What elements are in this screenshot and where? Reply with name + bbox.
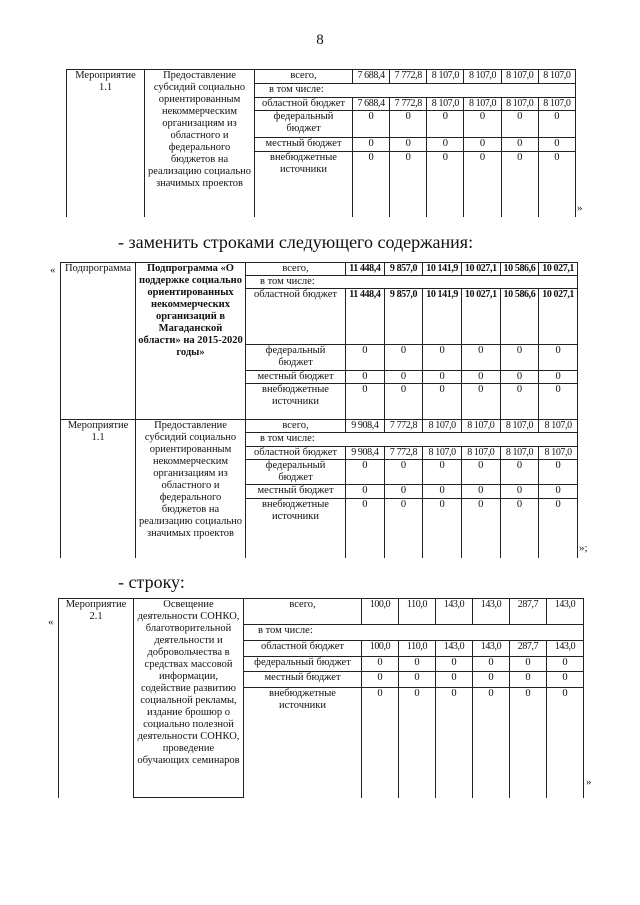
- value-cell: 0: [384, 485, 423, 498]
- value-cell: 0: [399, 672, 436, 688]
- measure-label: Мероприятие 2.1: [59, 599, 134, 798]
- measure-description: Предоставление субсидий социально ориентированным некоммерческим организациям из областного и федерального бюджетов на реализацию социально значимых проектов: [145, 70, 255, 218]
- value-cell: 7 772,8: [384, 446, 423, 459]
- value-cell: 0: [461, 345, 500, 370]
- value-cell: 0: [510, 656, 547, 672]
- value-cell: 8 107,0: [501, 97, 538, 111]
- opening-quote: «: [48, 616, 54, 628]
- value-cell: 10 141,9: [423, 289, 462, 345]
- value-cell: 0: [423, 485, 462, 498]
- value-cell: 8 107,0: [461, 446, 500, 459]
- value-cell: 0: [501, 137, 538, 151]
- value-cell: 0: [510, 688, 547, 798]
- value-cell: 0: [538, 151, 575, 217]
- value-cell: 0: [353, 137, 390, 151]
- table-measure-1-1-old: [66, 69, 576, 217]
- value-cell: 9 908,4: [346, 446, 385, 459]
- value-cell: 0: [353, 151, 390, 217]
- value-cell: 7 688,4: [353, 70, 390, 84]
- value-cell: 0: [539, 459, 578, 484]
- value-cell: 0: [423, 345, 462, 370]
- value-cell: 143,0: [436, 640, 473, 656]
- instruction-replace: - заменить строками следующего содержания:: [118, 232, 474, 252]
- value-cell: 8 107,0: [464, 70, 501, 84]
- value-cell: 110,0: [399, 599, 436, 625]
- funding-source: областной бюджет: [244, 640, 362, 656]
- funding-source: местный бюджет: [246, 485, 346, 498]
- value-cell: 143,0: [547, 640, 584, 656]
- value-cell: 143,0: [473, 599, 510, 625]
- value-cell: 0: [423, 384, 462, 420]
- value-cell: 10 027,1: [461, 263, 500, 276]
- value-cell: 0: [353, 111, 390, 137]
- measure-description: Освещение деятельности СОНКО, благотворительной деятельности и добровольчества в средствах массовой информации, содействие развитию социальной рекламы, издание брошюр о социально полезной деятельности СОНКО, проведение обучающих семинаров: [134, 599, 244, 798]
- value-cell: 0: [547, 688, 584, 798]
- value-cell: 11 448,4: [346, 289, 385, 345]
- funding-source: внебюджетные источники: [255, 151, 353, 217]
- funding-source: всего,: [255, 70, 353, 84]
- value-cell: 9 857,0: [384, 263, 423, 276]
- value-cell: 100,0: [362, 599, 399, 625]
- value-cell: 287,7: [510, 640, 547, 656]
- value-cell: 110,0: [399, 640, 436, 656]
- value-cell: 0: [538, 137, 575, 151]
- value-cell: 0: [436, 672, 473, 688]
- value-cell: 8 107,0: [538, 70, 575, 84]
- value-cell: 0: [427, 151, 464, 217]
- value-cell: 0: [473, 656, 510, 672]
- value-cell: 143,0: [436, 599, 473, 625]
- value-cell: 0: [390, 151, 427, 217]
- page-number: 8: [316, 32, 324, 48]
- value-cell: 0: [538, 111, 575, 137]
- value-cell: 10 141,9: [423, 263, 462, 276]
- value-cell: 8 107,0: [501, 70, 538, 84]
- subprogram-label: Подпрограмма: [61, 263, 136, 420]
- value-cell: 0: [461, 370, 500, 383]
- table-row: [59, 599, 584, 625]
- value-cell: 0: [500, 345, 539, 370]
- value-cell: 0: [399, 656, 436, 672]
- instruction-line: - строку:: [118, 572, 185, 592]
- funding-source: в том числе:: [255, 83, 576, 97]
- value-cell: 8 107,0: [539, 446, 578, 459]
- measure-description: Предоставление субсидий социально ориентированным некоммерческим организациям из областного и федерального бюджетов на реализацию социально значимых проектов: [136, 420, 246, 558]
- funding-source: федеральный бюджет: [246, 345, 346, 370]
- value-cell: 11 448,4: [346, 263, 385, 276]
- value-cell: 0: [464, 111, 501, 137]
- value-cell: 8 107,0: [538, 97, 575, 111]
- value-cell: 0: [390, 137, 427, 151]
- value-cell: 0: [500, 459, 539, 484]
- value-cell: 0: [473, 672, 510, 688]
- value-cell: 0: [500, 485, 539, 498]
- value-cell: 8 107,0: [500, 446, 539, 459]
- value-cell: 0: [390, 111, 427, 137]
- value-cell: 0: [464, 137, 501, 151]
- funding-source: федеральный бюджет: [246, 459, 346, 484]
- table-subprogram: [60, 262, 578, 558]
- funding-source: федеральный бюджет: [255, 111, 353, 137]
- value-cell: 7 772,8: [384, 420, 423, 433]
- value-cell: 0: [384, 498, 423, 558]
- value-cell: 8 107,0: [539, 420, 578, 433]
- funding-source: местный бюджет: [246, 370, 346, 383]
- value-cell: 0: [500, 498, 539, 558]
- value-cell: 8 107,0: [427, 97, 464, 111]
- value-cell: 7 772,8: [390, 97, 427, 111]
- table-row: [61, 263, 578, 276]
- value-cell: 8 107,0: [500, 420, 539, 433]
- funding-source: внебюджетные источники: [246, 384, 346, 420]
- value-cell: 0: [427, 111, 464, 137]
- value-cell: 0: [501, 111, 538, 137]
- funding-source: внебюджетные источники: [246, 498, 346, 558]
- value-cell: 143,0: [473, 640, 510, 656]
- closing-quote: »;: [579, 542, 588, 554]
- value-cell: 8 107,0: [423, 446, 462, 459]
- value-cell: 8 107,0: [464, 97, 501, 111]
- value-cell: 7 688,4: [353, 97, 390, 111]
- value-cell: 10 027,1: [539, 263, 578, 276]
- table-measure-2-1: [58, 598, 584, 798]
- funding-source: внебюджетные источники: [244, 688, 362, 798]
- subprogram-description: Подпрограмма «О поддержке социально ориентированных некоммерческих организаций в Магаданской области» на 2015-2020 годы»: [136, 263, 246, 420]
- funding-source: местный бюджет: [255, 137, 353, 151]
- value-cell: 0: [346, 498, 385, 558]
- funding-source: местный бюджет: [244, 672, 362, 688]
- value-cell: 8 107,0: [427, 70, 464, 84]
- value-cell: 0: [539, 485, 578, 498]
- value-cell: 0: [473, 688, 510, 798]
- value-cell: 0: [399, 688, 436, 798]
- value-cell: 0: [461, 485, 500, 498]
- funding-source: в том числе:: [246, 433, 578, 446]
- value-cell: 7 772,8: [390, 70, 427, 84]
- value-cell: 0: [510, 672, 547, 688]
- value-cell: 0: [539, 498, 578, 558]
- value-cell: 143,0: [547, 599, 584, 625]
- value-cell: 0: [436, 688, 473, 798]
- value-cell: 9 908,4: [346, 420, 385, 433]
- value-cell: 0: [539, 370, 578, 383]
- measure-label: Мероприятие 1.1: [67, 70, 145, 218]
- value-cell: 0: [464, 151, 501, 217]
- value-cell: 10 027,1: [539, 289, 578, 345]
- value-cell: 0: [500, 384, 539, 420]
- closing-quote: »: [577, 202, 583, 214]
- funding-source: в том числе:: [244, 625, 584, 641]
- value-cell: 0: [436, 656, 473, 672]
- value-cell: 0: [547, 672, 584, 688]
- value-cell: 100,0: [362, 640, 399, 656]
- value-cell: 0: [384, 370, 423, 383]
- funding-source: областной бюджет: [255, 97, 353, 111]
- value-cell: 0: [346, 370, 385, 383]
- measure-label: Мероприятие 1.1: [61, 420, 136, 558]
- value-cell: 0: [539, 384, 578, 420]
- funding-source: областной бюджет: [246, 446, 346, 459]
- value-cell: 0: [501, 151, 538, 217]
- value-cell: 8 107,0: [461, 420, 500, 433]
- funding-source: федеральный бюджет: [244, 656, 362, 672]
- value-cell: 0: [384, 459, 423, 484]
- value-cell: 0: [461, 384, 500, 420]
- value-cell: 0: [423, 370, 462, 383]
- value-cell: 0: [539, 345, 578, 370]
- value-cell: 8 107,0: [423, 420, 462, 433]
- value-cell: 0: [384, 345, 423, 370]
- value-cell: 0: [384, 384, 423, 420]
- value-cell: 0: [346, 384, 385, 420]
- funding-source: областной бюджет: [246, 289, 346, 345]
- funding-source: всего,: [246, 420, 346, 433]
- value-cell: 0: [500, 370, 539, 383]
- value-cell: 287,7: [510, 599, 547, 625]
- value-cell: 0: [362, 672, 399, 688]
- value-cell: 0: [362, 688, 399, 798]
- value-cell: 0: [427, 137, 464, 151]
- table-row: [67, 70, 576, 84]
- value-cell: 0: [461, 459, 500, 484]
- value-cell: 10 027,1: [461, 289, 500, 345]
- value-cell: 0: [423, 498, 462, 558]
- value-cell: 0: [346, 459, 385, 484]
- value-cell: 0: [346, 345, 385, 370]
- value-cell: 0: [461, 498, 500, 558]
- opening-quote: «: [50, 264, 56, 276]
- value-cell: 0: [547, 656, 584, 672]
- value-cell: 10 586,6: [500, 289, 539, 345]
- value-cell: 0: [362, 656, 399, 672]
- funding-source: всего,: [244, 599, 362, 625]
- value-cell: 0: [423, 459, 462, 484]
- funding-source: всего,: [246, 263, 346, 276]
- value-cell: 0: [346, 485, 385, 498]
- table-row: [61, 420, 578, 433]
- value-cell: 9 857,0: [384, 289, 423, 345]
- funding-source: в том числе:: [246, 276, 578, 289]
- value-cell: 10 586,6: [500, 263, 539, 276]
- closing-quote: »: [586, 776, 592, 788]
